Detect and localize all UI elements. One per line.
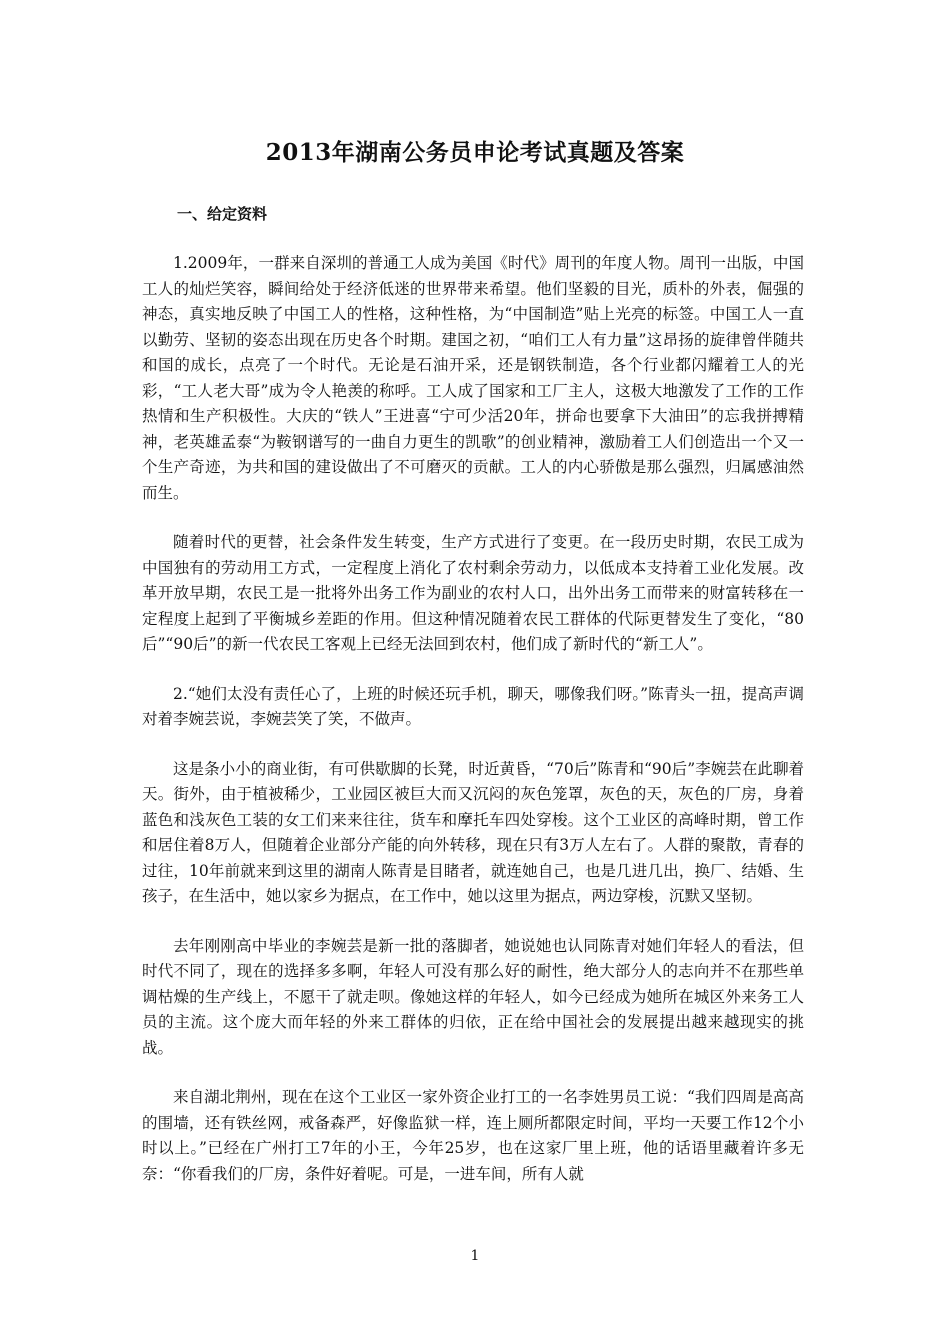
document-body bbox=[142, 251, 804, 1211]
paragraph-2: 随着时代的更替，社会条件发生转变，生产方式进行了变更。在一段历史时期，农民工成为中国独有的劳动用工方式，一定程度上消化了农村剩余劳动力，以低成本支持着工业化发展。改革开放早期，农民工是一批将外出务工作为副业的农村人口，出外出务工而带来的财富转移在一定程度上起到了平衡城乡差距的作用。但这种情况随着农民工群体的代际更替发生了变化，“80后”“90后”的新一代农民工客观上已经无法回到农村，他们成了新时代的“新工人”。 bbox=[142, 533, 804, 653]
paragraph-6: 来自湖北荆州，现在在这个工业区一家外资企业打工的一名李姓男员工说：“我们四周是高高的围墙，还有铁丝网，戒备森严，好像监狱一样，连上厕所都限定时间，平均一天要工作12个小时以上。”已经在广州打工7年的小王，今年25岁，也在这家厂里上班，他的话语里藏着许多无奈：“你看我们的厂房，条件好着呢。可是，一进车间，所有人就 bbox=[142, 1088, 804, 1183]
paragraph-3: 2.“她们太没有责任心了，上班的时候还玩手机，聊天，哪像我们呀。”陈青头一扭，提高声调对着李婉芸说，李婉芸笑了笑，不做声。 bbox=[142, 684, 804, 728]
paragraph-1: 1.2009年，一群来自深圳的普通工人成为美国《时代》周刊的年度人物。周刊一出版，中国工人的灿烂笑容，瞬间给处于经济低迷的世界带来希望。他们坚毅的目光，质朴的外表，倔强的神态，真实地反映了中国工人的性格，这种性格，为“中国制造”贴上光亮的标签。中国工人一直以勤劳、坚韧的姿态出现在历史各个时期。建国之初，“咱们工人有力量”这昂扬的旋律曾伴随共和国的成长，点亮了一个时代。无论是石油开采，还是钢铁制造，各个行业都闪耀着工人的光彩，“工人老大哥”成为令人艳羡的称呼。工人成了国家和工厂主人，这极大地激发了工作的工作热情和生产积极性。大庆的“铁人”王进喜“宁可少活20年，拼命也要拿下大油田”的忘我拼搏精神，老英雄孟泰“为鞍钢谱写的一曲自力更生的凯歌”的创业精神，激励着工人们创造出一个又一个生产奇迹，为共和国的建设做出了不可磨灭的贡献。工人的内心骄傲是那么强烈，归属感油然而生。 bbox=[142, 254, 804, 502]
paragraph-4: 这是条小小的商业街，有可供歇脚的长凳，时近黄昏，“70后”陈青和“90后”李婉芸在此聊着天。街外，由于植被稀少，工业园区被巨大而又沉闷的灰色笼罩，灰色的天，灰色的厂房，身着蓝色和浅灰色工装的女工们来来往往，货车和摩托车四处穿梭。这个工业区的高峰时期，曾工作和居住着8万人，但随着企业部分产能的向外转移，现在只有3万人左右了。人群的聚散，青春的过往，10年前就来到这里的湖南人陈青是目睹者，就连她自己，也是几进几出，换厂、结婚、生孩子，在生活中，她以家乡为据点，在工作中，她以这里为据点，两边穿梭，沉默又坚韧。 bbox=[142, 759, 804, 905]
section-heading: 一、给定资料 bbox=[177, 205, 268, 223]
page-number: 1 bbox=[470, 1248, 480, 1264]
paragraph-5: 去年刚刚高中毕业的李婉芸是新一批的落脚者，她说她也认同陈青对她们年轻人的看法，但时代不同了，现在的选择多多啊，年轻人可没有那么好的耐性，绝大部分人的志向并不在那些单调枯燥的生产线上，不愿干了就走呗。像她这样的年轻人，如今已经成为她所在城区外来务工人员的主流。这个庞大而年轻的外来工群体的归依，正在给中国社会的发展提出越来越现实的挑战。 bbox=[142, 936, 804, 1057]
page-title: 2013年湖南公务员申论考试真题及答案 bbox=[265, 139, 685, 166]
